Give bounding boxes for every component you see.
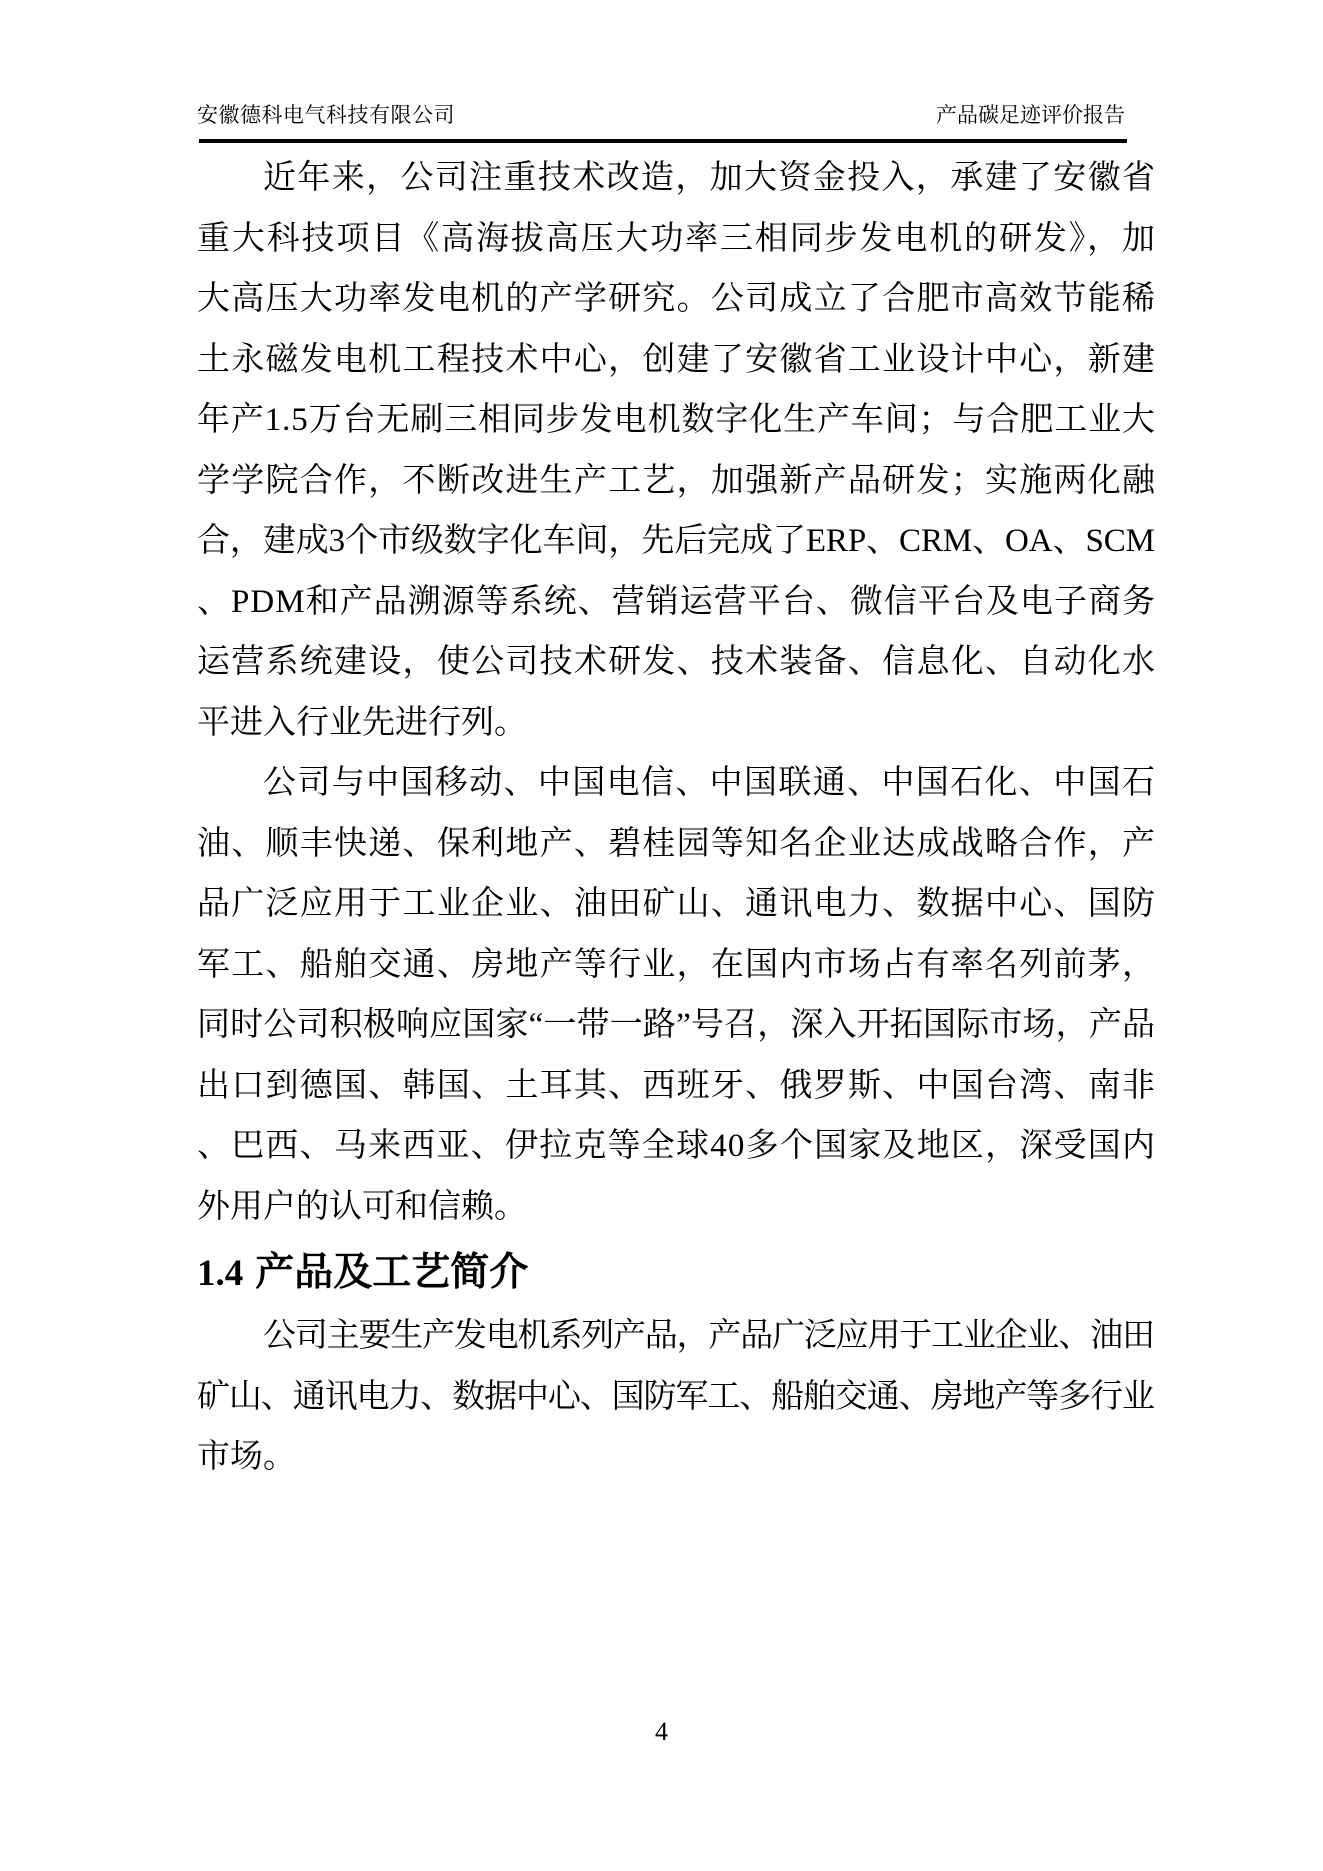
document-body bbox=[197, 148, 1155, 1488]
text-line-content: 年产1.5万台无刷三相同步发电机数字化生产车间；与合肥工业大 bbox=[197, 402, 1156, 438]
text-line bbox=[197, 1306, 1155, 1367]
text-line-content: 外用户的认可和信赖。 bbox=[197, 1188, 527, 1225]
section-number: 1.4 bbox=[197, 1253, 244, 1294]
text-line bbox=[197, 632, 1155, 693]
header-company-name: 安徽德科电气科技有限公司 bbox=[197, 103, 455, 127]
text-line bbox=[197, 511, 1155, 572]
page-number: 4 bbox=[655, 1717, 668, 1746]
text-line-content: 重大科技项目《高海拔高压大功率三相同步发电机的研发》，加 bbox=[197, 220, 1157, 257]
text-line bbox=[197, 148, 1155, 209]
text-line-content: 公司与中国移动、中国电信、中国联通、中国石化、中国石 bbox=[263, 765, 1157, 801]
text-line-content: 大高压大功率发电机的产学研究。公司成立了合肥市高效节能稀 bbox=[197, 281, 1157, 317]
text-line bbox=[197, 390, 1155, 451]
text-line bbox=[197, 1116, 1155, 1177]
text-line-content: 合，建成3个市级数字化车间，先后完成了ERP、CRM、OA、SCM bbox=[197, 523, 1155, 559]
text-line-content: 运营系统建设，使公司技术研发、技术装备、信息化、自动化水 bbox=[197, 644, 1157, 680]
header-report-title: 产品碳足迹评价报告 bbox=[936, 103, 1125, 127]
section-heading bbox=[197, 1240, 1155, 1306]
text-line-content: 公司主要生产发电机系列产品，产品广泛应用于工业企业、油田 bbox=[263, 1318, 1154, 1354]
text-line-content: 平进入行业先进行列。 bbox=[197, 704, 527, 741]
text-line-content: 油、顺丰快递、保利地产、碧桂园等知名企业达成战略合作，产 bbox=[197, 825, 1157, 862]
text-line bbox=[197, 874, 1155, 935]
text-line-content: 出口到德国、韩国、土耳其、西班牙、俄罗斯、中国台湾、南非 bbox=[197, 1067, 1157, 1104]
text-line-content: 品广泛应用于工业企业、油田矿山、通讯电力、数据中心、国防 bbox=[197, 886, 1157, 922]
text-line bbox=[197, 814, 1155, 875]
text-line bbox=[197, 1177, 1155, 1238]
text-line-content: 学学院合作，不断改进生产工艺，加强新产品研发；实施两化融 bbox=[197, 462, 1157, 499]
text-line-content: 、巴西、马来西亚、伊拉克等全球40多个国家及地区，深受国内 bbox=[197, 1128, 1157, 1164]
text-line bbox=[197, 935, 1155, 996]
text-line-content: 、PDM和产品溯源等系统、营销运营平台、微信平台及电子商务 bbox=[197, 583, 1157, 620]
section-title: 产品及工艺简介 bbox=[255, 1251, 529, 1294]
header-divider-rule bbox=[199, 139, 1127, 143]
text-line-content: 矿山、通讯电力、数据中心、国防军工、船舶交通、房地产等多行业 bbox=[197, 1378, 1154, 1415]
text-line-content: 土永磁发电机工程技术中心，创建了安徽省工业设计中心，新建 bbox=[197, 341, 1157, 378]
text-line bbox=[197, 451, 1155, 512]
text-line bbox=[197, 209, 1155, 270]
text-line-content: 同时公司积极响应国家“一带一路”号召，深入开拓国际市场，产品 bbox=[197, 1007, 1156, 1043]
text-line-content: 近年来，公司注重技术改造，加大资金投入，承建了安徽省 bbox=[263, 160, 1157, 196]
text-line-content: 军工、船舶交通、房地产等行业，在国内市场占有率名列前茅， bbox=[197, 946, 1157, 983]
text-line bbox=[197, 753, 1155, 814]
text-line bbox=[197, 1427, 1155, 1488]
text-line bbox=[197, 1367, 1155, 1428]
text-line bbox=[197, 330, 1155, 391]
text-line bbox=[197, 1056, 1155, 1117]
text-line bbox=[197, 269, 1155, 330]
text-line bbox=[197, 572, 1155, 633]
text-line-content: 市场。 bbox=[197, 1439, 296, 1475]
text-line bbox=[197, 693, 1155, 754]
text-line bbox=[197, 995, 1155, 1056]
